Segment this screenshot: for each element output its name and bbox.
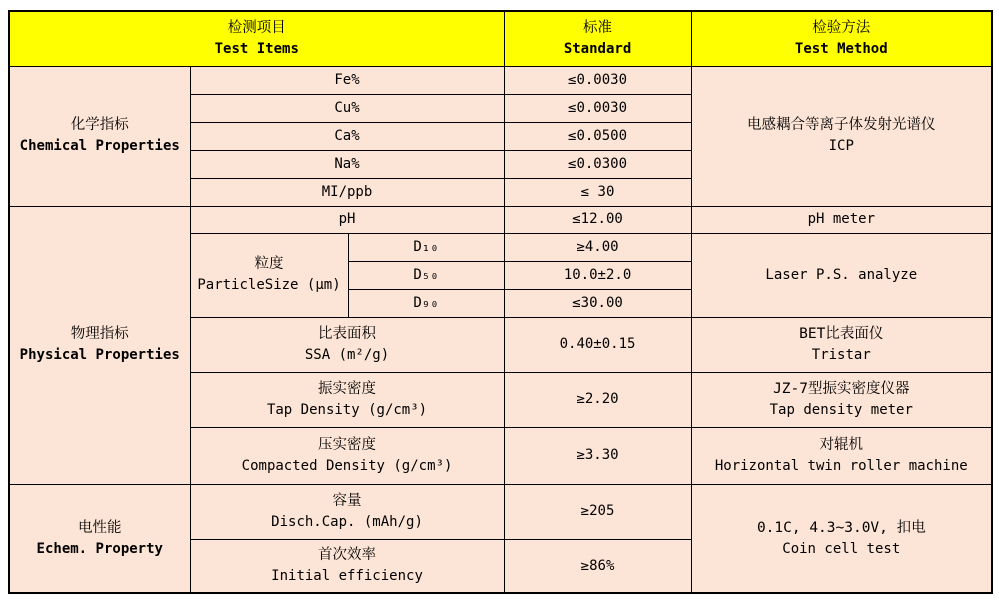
- method-roller-zh: 对辊机: [819, 436, 864, 453]
- category-physical-en: Physical Properties: [19, 347, 180, 364]
- header-standard-en: Standard: [563, 41, 632, 58]
- standard-tap-density: ≥2.20: [504, 372, 691, 427]
- item-ssa-zh: 比表面积: [318, 325, 377, 342]
- header-test-items-en: Test Items: [214, 41, 299, 58]
- item-mi: MI/ppb: [190, 178, 504, 206]
- standard-compacted-density: ≥3.30: [504, 427, 691, 484]
- item-initial-efficiency-en: Initial efficiency: [271, 568, 423, 585]
- item-compacted-density-zh: 压实密度: [318, 436, 377, 453]
- item-ca: Ca%: [190, 122, 504, 150]
- item-tap-density-zh: 振实密度: [318, 380, 377, 397]
- method-roller: [691, 427, 992, 484]
- method-bet-en: Tristar: [811, 346, 871, 363]
- item-na: Na%: [190, 150, 504, 178]
- category-chemical-zh: 化学指标: [70, 117, 129, 134]
- item-initial-efficiency-zh: 首次效率: [318, 547, 377, 564]
- row-capacity: [9, 484, 992, 539]
- category-echem: [9, 484, 190, 593]
- item-capacity-zh: 容量: [332, 492, 362, 509]
- standard-mi: ≤ 30: [504, 178, 691, 206]
- method-coin-cell-en: Coin cell test: [782, 540, 901, 557]
- standard-cu: ≤0.0030: [504, 94, 691, 122]
- method-icp: [691, 66, 992, 206]
- item-tap-density-en: Tap Density (g/cm³): [266, 401, 428, 418]
- item-compacted-density: [190, 427, 504, 484]
- header-test-method-zh: 检验方法: [812, 20, 871, 37]
- header-test-method-en: Test Method: [794, 41, 888, 58]
- standard-d50: 10.0±2.0: [504, 261, 691, 289]
- spec-table: [8, 10, 993, 594]
- method-ph: pH meter: [691, 206, 992, 233]
- category-chemical: [9, 66, 190, 206]
- header-test-items: [9, 11, 504, 66]
- standard-ca: ≤0.0500: [504, 122, 691, 150]
- standard-initial-efficiency: ≥86%: [504, 539, 691, 593]
- method-tap-density: [691, 372, 992, 427]
- standard-ssa: 0.40±0.15: [504, 317, 691, 372]
- header-standard: [504, 11, 691, 66]
- group-particle-size-en: ParticleSize (μm): [197, 277, 341, 294]
- standard-d90: ≤30.00: [504, 289, 691, 317]
- method-tap-density-zh: JZ-7型振实密度仪器: [773, 380, 910, 397]
- item-d90: D₉₀: [348, 289, 504, 317]
- header-test-method: [691, 11, 992, 66]
- item-tap-density: [190, 372, 504, 427]
- category-echem-zh: 电性能: [78, 519, 122, 536]
- category-echem-en: Echem. Property: [36, 540, 163, 557]
- item-d10: D₁₀: [348, 233, 504, 261]
- standard-ph: ≤12.00: [504, 206, 691, 233]
- method-tap-density-en: Tap density meter: [769, 401, 913, 418]
- header-row: [9, 11, 992, 66]
- method-roller-en: Horizontal twin roller machine: [714, 457, 968, 474]
- row-fe: [9, 66, 992, 94]
- group-particle-size-zh: 粒度: [254, 256, 284, 273]
- item-initial-efficiency: [190, 539, 504, 593]
- item-capacity-en: Disch.Cap. (mAh/g): [271, 513, 423, 530]
- method-icp-zh: 电感耦合等离子体发射光谱仪: [747, 117, 936, 134]
- category-chemical-en: Chemical Properties: [19, 138, 180, 155]
- item-cu: Cu%: [190, 94, 504, 122]
- standard-na: ≤0.0300: [504, 150, 691, 178]
- header-standard-zh: 标准: [583, 20, 613, 37]
- header-test-items-zh: 检测项目: [227, 20, 286, 37]
- method-laser: Laser P.S. analyze: [691, 233, 992, 317]
- standard-d10: ≥4.00: [504, 233, 691, 261]
- method-bet: [691, 317, 992, 372]
- row-ph: [9, 206, 992, 233]
- category-physical: [9, 206, 190, 484]
- method-coin-cell: [691, 484, 992, 593]
- method-bet-zh: BET比表面仪: [799, 325, 884, 342]
- standard-capacity: ≥205: [504, 484, 691, 539]
- group-particle-size: [190, 233, 348, 317]
- item-compacted-density-en: Compacted Density (g/cm³): [241, 457, 453, 474]
- item-d50: D₅₀: [348, 261, 504, 289]
- method-coin-cell-zh: 0.1C, 4.3~3.0V, 扣电: [756, 519, 926, 536]
- method-icp-en: ICP: [828, 138, 854, 155]
- item-capacity: [190, 484, 504, 539]
- item-ssa: [190, 317, 504, 372]
- item-fe: Fe%: [190, 66, 504, 94]
- category-physical-zh: 物理指标: [70, 326, 129, 343]
- standard-fe: ≤0.0030: [504, 66, 691, 94]
- item-ssa-en: SSA (m²/g): [304, 346, 390, 363]
- item-ph: pH: [190, 206, 504, 233]
